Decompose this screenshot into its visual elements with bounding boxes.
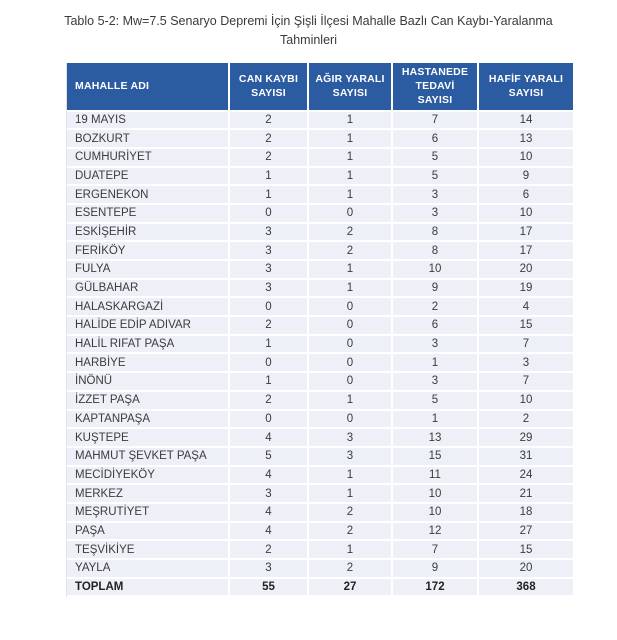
value-cell: 0 — [230, 354, 309, 373]
value-cell: 3 — [230, 224, 309, 243]
table-row — [67, 354, 573, 373]
value-cell: 368 — [479, 579, 573, 598]
value-cell: 3 — [230, 560, 309, 579]
value-cell: 1 — [393, 411, 479, 430]
value-cell: 17 — [479, 242, 573, 261]
value-cell: 9 — [393, 280, 479, 299]
value-cell: 10 — [393, 261, 479, 280]
table-row — [67, 523, 573, 542]
value-cell: 1 — [309, 186, 393, 205]
table-row — [67, 336, 573, 355]
value-cell: 1 — [309, 261, 393, 280]
neighborhood-cell: MAHMUT ŞEVKET PAŞA — [67, 448, 230, 467]
value-cell: 8 — [393, 242, 479, 261]
value-cell: 10 — [393, 504, 479, 523]
table-header — [67, 63, 573, 112]
value-cell: 5 — [393, 168, 479, 187]
table-row — [67, 280, 573, 299]
table-row — [67, 485, 573, 504]
value-cell: 20 — [479, 560, 573, 579]
value-cell: 27 — [479, 523, 573, 542]
value-cell: 1 — [309, 541, 393, 560]
value-cell: 1 — [309, 485, 393, 504]
column-header-1: CAN KAYBI SAYISI — [230, 63, 309, 112]
value-cell: 2 — [309, 242, 393, 261]
caption-line-2: Tahminleri — [280, 33, 337, 48]
table-row — [67, 149, 573, 168]
value-cell: 5 — [230, 448, 309, 467]
value-cell: 1 — [309, 149, 393, 168]
value-cell: 1 — [309, 130, 393, 149]
neighborhood-cell: YAYLA — [67, 560, 230, 579]
value-cell: 3 — [230, 261, 309, 280]
value-cell: 0 — [309, 298, 393, 317]
value-cell: 5 — [393, 149, 479, 168]
caption-line-1: Tablo 5-2: Mw=7.5 Senaryo Depremi İçin Şişli İlçesi Mahalle Bazlı Can Kaybı-Yaralanma — [64, 14, 553, 28]
value-cell: 18 — [479, 504, 573, 523]
column-header-2: AĞIR YARALI SAYISI — [309, 63, 393, 112]
table-row — [67, 186, 573, 205]
value-cell: 1 — [230, 186, 309, 205]
value-cell: 3 — [230, 242, 309, 261]
value-cell: 6 — [393, 130, 479, 149]
value-cell: 0 — [309, 373, 393, 392]
header-row — [67, 63, 573, 112]
value-cell: 1 — [393, 354, 479, 373]
table-row — [67, 130, 573, 149]
value-cell: 0 — [230, 411, 309, 430]
neighborhood-cell: KUŞTEPE — [67, 429, 230, 448]
table-row — [67, 205, 573, 224]
table-row — [67, 298, 573, 317]
value-cell: 7 — [479, 336, 573, 355]
casualty-table — [66, 63, 573, 597]
value-cell: 10 — [479, 392, 573, 411]
value-cell: 1 — [309, 392, 393, 411]
value-cell: 2 — [230, 130, 309, 149]
value-cell: 2 — [230, 541, 309, 560]
value-cell: 15 — [479, 317, 573, 336]
neighborhood-cell: ERGENEKON — [67, 186, 230, 205]
value-cell: 24 — [479, 467, 573, 486]
neighborhood-cell: DUATEPE — [67, 168, 230, 187]
value-cell: 20 — [479, 261, 573, 280]
value-cell: 55 — [230, 579, 309, 598]
value-cell: 15 — [479, 541, 573, 560]
neighborhood-cell: HARBİYE — [67, 354, 230, 373]
value-cell: 9 — [393, 560, 479, 579]
neighborhood-cell: BOZKURT — [67, 130, 230, 149]
value-cell: 4 — [230, 467, 309, 486]
neighborhood-cell: MEŞRUTİYET — [67, 504, 230, 523]
value-cell: 3 — [230, 280, 309, 299]
value-cell: 2 — [479, 411, 573, 430]
table-row — [67, 429, 573, 448]
value-cell: 10 — [479, 205, 573, 224]
value-cell: 0 — [230, 205, 309, 224]
value-cell: 3 — [393, 186, 479, 205]
neighborhood-cell: MERKEZ — [67, 485, 230, 504]
value-cell: 3 — [393, 336, 479, 355]
neighborhood-cell: TOPLAM — [67, 579, 230, 598]
value-cell: 3 — [309, 429, 393, 448]
value-cell: 10 — [479, 149, 573, 168]
value-cell: 13 — [479, 130, 573, 149]
total-row — [67, 579, 573, 598]
value-cell: 12 — [393, 523, 479, 542]
neighborhood-cell: FERİKÖY — [67, 242, 230, 261]
neighborhood-cell: İNÖNÜ — [67, 373, 230, 392]
value-cell: 3 — [393, 373, 479, 392]
value-cell: 7 — [393, 541, 479, 560]
value-cell: 2 — [309, 224, 393, 243]
column-header-3: HASTANEDE TEDAVİ SAYISI — [393, 63, 479, 112]
value-cell: 0 — [309, 205, 393, 224]
value-cell: 6 — [479, 186, 573, 205]
table-row — [67, 448, 573, 467]
value-cell: 7 — [479, 373, 573, 392]
value-cell: 4 — [230, 429, 309, 448]
neighborhood-cell: ESKİŞEHİR — [67, 224, 230, 243]
value-cell: 2 — [230, 149, 309, 168]
value-cell: 0 — [309, 354, 393, 373]
table-row — [67, 467, 573, 486]
neighborhood-cell: HALASKARGAZİ — [67, 298, 230, 317]
neighborhood-cell: GÜLBAHAR — [67, 280, 230, 299]
table-row — [67, 112, 573, 131]
table-row — [67, 504, 573, 523]
value-cell: 3 — [230, 485, 309, 504]
value-cell: 0 — [309, 317, 393, 336]
value-cell: 13 — [393, 429, 479, 448]
neighborhood-cell: ESENTEPE — [67, 205, 230, 224]
value-cell: 2 — [309, 504, 393, 523]
value-cell: 2 — [230, 392, 309, 411]
value-cell: 27 — [309, 579, 393, 598]
table-row — [67, 242, 573, 261]
column-header-0: MAHALLE ADI — [67, 63, 230, 112]
value-cell: 7 — [393, 112, 479, 131]
neighborhood-cell: FULYA — [67, 261, 230, 280]
neighborhood-cell: KAPTANPAŞA — [67, 411, 230, 430]
neighborhood-cell: HALİL RIFAT PAŞA — [67, 336, 230, 355]
value-cell: 2 — [393, 298, 479, 317]
value-cell: 31 — [479, 448, 573, 467]
value-cell: 0 — [309, 336, 393, 355]
value-cell: 4 — [479, 298, 573, 317]
value-cell: 5 — [393, 392, 479, 411]
value-cell: 17 — [479, 224, 573, 243]
value-cell: 3 — [393, 205, 479, 224]
value-cell: 10 — [393, 485, 479, 504]
value-cell: 21 — [479, 485, 573, 504]
value-cell: 6 — [393, 317, 479, 336]
value-cell: 1 — [230, 168, 309, 187]
table-row — [67, 373, 573, 392]
value-cell: 29 — [479, 429, 573, 448]
value-cell: 2 — [230, 112, 309, 131]
neighborhood-cell: CUMHURİYET — [67, 149, 230, 168]
value-cell: 15 — [393, 448, 479, 467]
value-cell: 19 — [479, 280, 573, 299]
table-row — [67, 224, 573, 243]
table-row — [67, 411, 573, 430]
table-row — [67, 392, 573, 411]
neighborhood-cell: PAŞA — [67, 523, 230, 542]
value-cell: 1 — [309, 467, 393, 486]
value-cell: 3 — [309, 448, 393, 467]
table-body — [67, 112, 573, 598]
value-cell: 4 — [230, 504, 309, 523]
value-cell: 1 — [309, 280, 393, 299]
value-cell: 1 — [309, 112, 393, 131]
table-row — [67, 317, 573, 336]
value-cell: 9 — [479, 168, 573, 187]
table-row — [67, 168, 573, 187]
table-row — [67, 261, 573, 280]
value-cell: 1 — [230, 373, 309, 392]
neighborhood-cell: MECİDİYEKÖY — [67, 467, 230, 486]
value-cell: 1 — [230, 336, 309, 355]
value-cell: 172 — [393, 579, 479, 598]
neighborhood-cell: 19 MAYIS — [67, 112, 230, 131]
value-cell: 2 — [309, 560, 393, 579]
table-row — [67, 560, 573, 579]
value-cell: 14 — [479, 112, 573, 131]
neighborhood-cell: TEŞVİKİYE — [67, 541, 230, 560]
neighborhood-cell: HALİDE EDİP ADIVAR — [67, 317, 230, 336]
value-cell: 2 — [230, 317, 309, 336]
value-cell: 0 — [230, 298, 309, 317]
value-cell: 8 — [393, 224, 479, 243]
value-cell: 2 — [309, 523, 393, 542]
value-cell: 11 — [393, 467, 479, 486]
column-header-4: HAFİF YARALI SAYISI — [479, 63, 573, 112]
value-cell: 4 — [230, 523, 309, 542]
table-row — [67, 541, 573, 560]
neighborhood-cell: İZZET PAŞA — [67, 392, 230, 411]
table-caption — [0, 12, 617, 51]
value-cell: 3 — [479, 354, 573, 373]
value-cell: 1 — [309, 168, 393, 187]
value-cell: 0 — [309, 411, 393, 430]
